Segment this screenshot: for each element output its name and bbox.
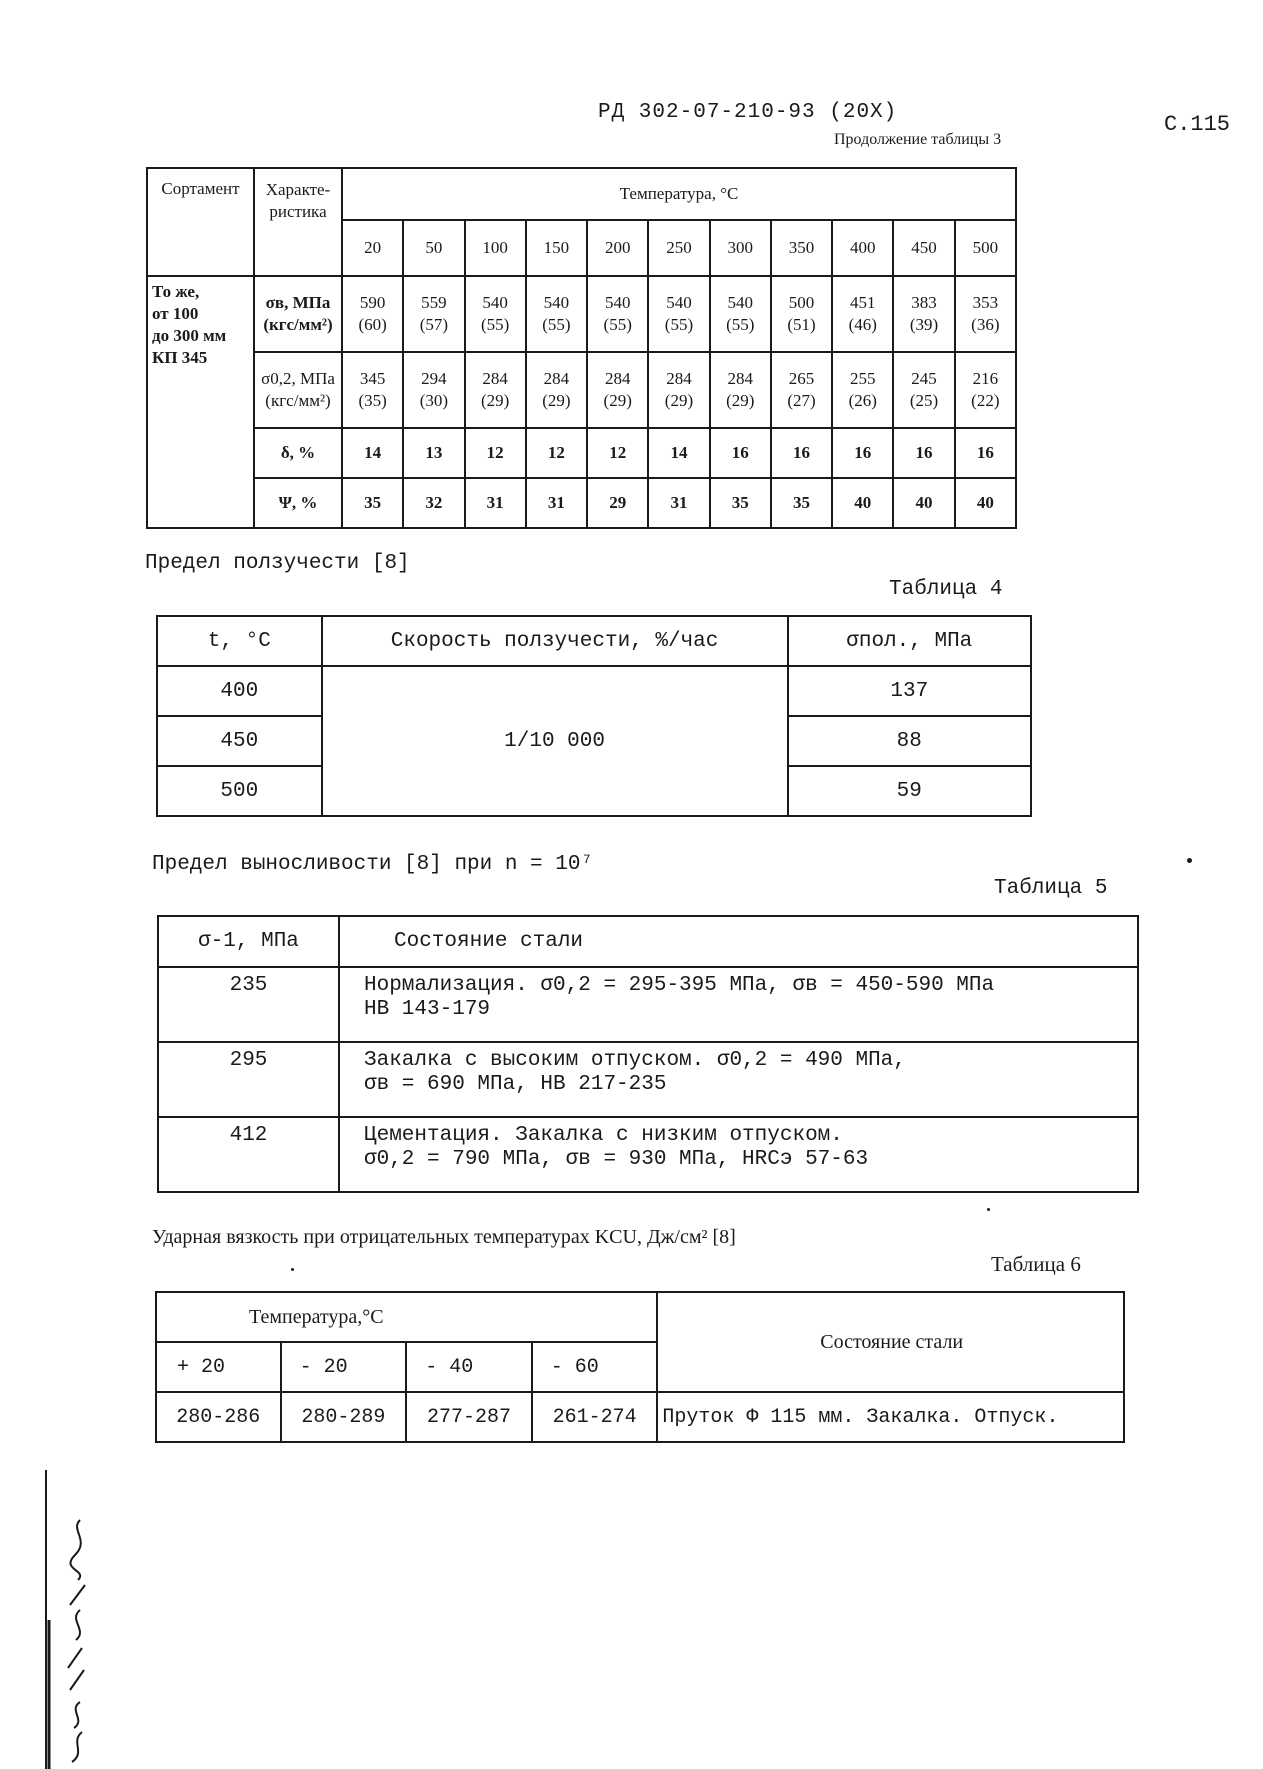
temp-cell: 20 bbox=[342, 220, 403, 276]
characteristic-cell: Ψ, % bbox=[254, 478, 342, 528]
temp-cell: 450 bbox=[893, 220, 954, 276]
document-code: РД 302-07-210-93 (20Х) bbox=[598, 101, 898, 124]
table-row bbox=[158, 1042, 1138, 1117]
temp-cell: 400 bbox=[157, 666, 322, 716]
temp-cell: 350 bbox=[771, 220, 832, 276]
temp-cell: 200 bbox=[587, 220, 648, 276]
table-row bbox=[156, 1392, 1124, 1442]
value-cell: 35 bbox=[771, 478, 832, 528]
value-cell: 280-289 bbox=[281, 1392, 407, 1442]
value-cell: 284 (29) bbox=[710, 352, 771, 428]
table-4 bbox=[156, 615, 1032, 817]
value-cell: 540 (55) bbox=[465, 276, 526, 352]
value-cell: 137 bbox=[788, 666, 1031, 716]
speed-cell: 1/10 000 bbox=[322, 666, 788, 816]
table-3 bbox=[146, 167, 1017, 529]
value-cell: 88 bbox=[788, 716, 1031, 766]
table-5-label: Таблица 5 bbox=[994, 877, 1108, 900]
section-6-title: Ударная вязкость при отрицательных температурах KCU, Дж/см² [8] bbox=[152, 1226, 736, 1248]
table-row bbox=[158, 967, 1138, 1042]
speck bbox=[987, 1208, 990, 1211]
value-cell: 31 bbox=[526, 478, 587, 528]
header-state: Состояние стали bbox=[339, 916, 1138, 967]
temp-cell: 500 bbox=[157, 766, 322, 816]
value-cell: 12 bbox=[587, 428, 648, 478]
value-cell: 345 (35) bbox=[342, 352, 403, 428]
characteristic-cell: σ0,2, МПа (кгс/мм²) bbox=[254, 352, 342, 428]
value-cell: 500 (51) bbox=[771, 276, 832, 352]
value-cell: 412 bbox=[158, 1117, 339, 1192]
value-cell: 284 (29) bbox=[526, 352, 587, 428]
page-number: С.115 bbox=[1164, 112, 1231, 137]
header-sigma-minus-1: σ-1, МПа bbox=[158, 916, 339, 967]
speck bbox=[291, 1268, 294, 1271]
sortament-cell: То же, от 100 до 300 мм КП 345 bbox=[147, 276, 254, 528]
temp-cell: - 60 bbox=[532, 1342, 658, 1392]
value-cell: 35 bbox=[710, 478, 771, 528]
table-5 bbox=[157, 915, 1139, 1193]
value-cell: 35 bbox=[342, 478, 403, 528]
temp-cell: 400 bbox=[832, 220, 893, 276]
state-cell: Закалка с высоким отпуском. σ0,2 = 490 МПа, σв = 690 МПа, НВ 217-235 bbox=[339, 1042, 1138, 1117]
section-5-title: Предел выносливости [8] при n = 10⁷ bbox=[152, 853, 594, 876]
value-cell: 59 bbox=[788, 766, 1031, 816]
value-cell: 540 (55) bbox=[587, 276, 648, 352]
state-cell: Цементация. Закалка с низким отпуском. σ0,2 = 790 МПа, σв = 930 МПа, HRCэ 57-63 bbox=[339, 1117, 1138, 1192]
value-cell: 14 bbox=[342, 428, 403, 478]
value-cell: 16 bbox=[955, 428, 1016, 478]
temp-cell: + 20 bbox=[156, 1342, 281, 1392]
value-cell: 16 bbox=[710, 428, 771, 478]
value-cell: 40 bbox=[893, 478, 954, 528]
value-cell: 13 bbox=[403, 428, 464, 478]
handwriting-image bbox=[40, 1470, 100, 1769]
state-cell: Пруток Ф 115 мм. Закалка. Отпуск. bbox=[657, 1392, 1124, 1442]
header-temperature: Температура,°С bbox=[156, 1292, 657, 1342]
temp-cell: 250 bbox=[648, 220, 709, 276]
value-cell: 16 bbox=[771, 428, 832, 478]
value-cell: 559 (57) bbox=[403, 276, 464, 352]
temp-cell: - 20 bbox=[281, 1342, 407, 1392]
section-4-title: Предел ползучести [8] bbox=[145, 552, 410, 575]
value-cell: 353 (36) bbox=[955, 276, 1016, 352]
header-sigma: σпол., МПа bbox=[788, 616, 1031, 666]
value-cell: 540 (55) bbox=[648, 276, 709, 352]
value-cell: 31 bbox=[648, 478, 709, 528]
table-4-label: Таблица 4 bbox=[889, 578, 1003, 601]
continuation-label: Продолжение таблицы 3 bbox=[834, 131, 1002, 148]
table-6 bbox=[155, 1291, 1125, 1443]
value-cell: 540 (55) bbox=[526, 276, 587, 352]
value-cell: 540 (55) bbox=[710, 276, 771, 352]
temp-cell: 100 bbox=[465, 220, 526, 276]
value-cell: 40 bbox=[832, 478, 893, 528]
table-row bbox=[147, 276, 1016, 352]
header-speed: Скорость ползучести, %/час bbox=[322, 616, 788, 666]
value-cell: 284 (29) bbox=[648, 352, 709, 428]
temp-cell: - 40 bbox=[406, 1342, 532, 1392]
table-row bbox=[147, 478, 1016, 528]
table-row bbox=[157, 666, 1031, 716]
table-header-row bbox=[158, 916, 1138, 967]
table-6-label: Таблица 6 bbox=[991, 1252, 1081, 1276]
characteristic-cell: σв, МПа (кгс/мм²) bbox=[254, 276, 342, 352]
value-cell: 284 (29) bbox=[587, 352, 648, 428]
value-cell: 265 (27) bbox=[771, 352, 832, 428]
value-cell: 261-274 bbox=[532, 1392, 658, 1442]
value-cell: 451 (46) bbox=[832, 276, 893, 352]
table-header-row bbox=[157, 616, 1031, 666]
value-cell: 245 (25) bbox=[893, 352, 954, 428]
temp-cell: 50 bbox=[403, 220, 464, 276]
value-cell: 12 bbox=[465, 428, 526, 478]
value-cell: 16 bbox=[832, 428, 893, 478]
value-cell: 29 bbox=[587, 478, 648, 528]
value-cell: 32 bbox=[403, 478, 464, 528]
value-cell: 255 (26) bbox=[832, 352, 893, 428]
characteristic-cell: δ, % bbox=[254, 428, 342, 478]
value-cell: 590 (60) bbox=[342, 276, 403, 352]
value-cell: 216 (22) bbox=[955, 352, 1016, 428]
state-cell: Нормализация. σ0,2 = 295-395 МПа, σв = 450-590 МПа НВ 143-179 bbox=[339, 967, 1138, 1042]
speck bbox=[1187, 858, 1192, 863]
header-t: t, °С bbox=[157, 616, 322, 666]
table-header-row bbox=[156, 1292, 1124, 1342]
table-row bbox=[147, 428, 1016, 478]
value-cell: 383 (39) bbox=[893, 276, 954, 352]
value-cell: 284 (29) bbox=[465, 352, 526, 428]
value-cell: 40 bbox=[955, 478, 1016, 528]
value-cell: 12 bbox=[526, 428, 587, 478]
header-characteristic: Характе- ристика bbox=[254, 168, 342, 276]
value-cell: 294 (30) bbox=[403, 352, 464, 428]
temp-cell: 500 bbox=[955, 220, 1016, 276]
table-row bbox=[147, 352, 1016, 428]
handwritten-annotation bbox=[40, 1470, 100, 1769]
value-cell: 277-287 bbox=[406, 1392, 532, 1442]
value-cell: 295 bbox=[158, 1042, 339, 1117]
temp-cell: 450 bbox=[157, 716, 322, 766]
value-cell: 31 bbox=[465, 478, 526, 528]
value-cell: 14 bbox=[648, 428, 709, 478]
header-temperature: Температура, °С bbox=[342, 168, 1016, 220]
temp-cell: 300 bbox=[710, 220, 771, 276]
value-cell: 16 bbox=[893, 428, 954, 478]
header-sortament: Сортамент bbox=[147, 168, 254, 276]
temp-cell: 150 bbox=[526, 220, 587, 276]
table-row bbox=[158, 1117, 1138, 1192]
value-cell: 235 bbox=[158, 967, 339, 1042]
value-cell: 280-286 bbox=[156, 1392, 281, 1442]
header-state: Состояние стали bbox=[657, 1292, 1124, 1392]
